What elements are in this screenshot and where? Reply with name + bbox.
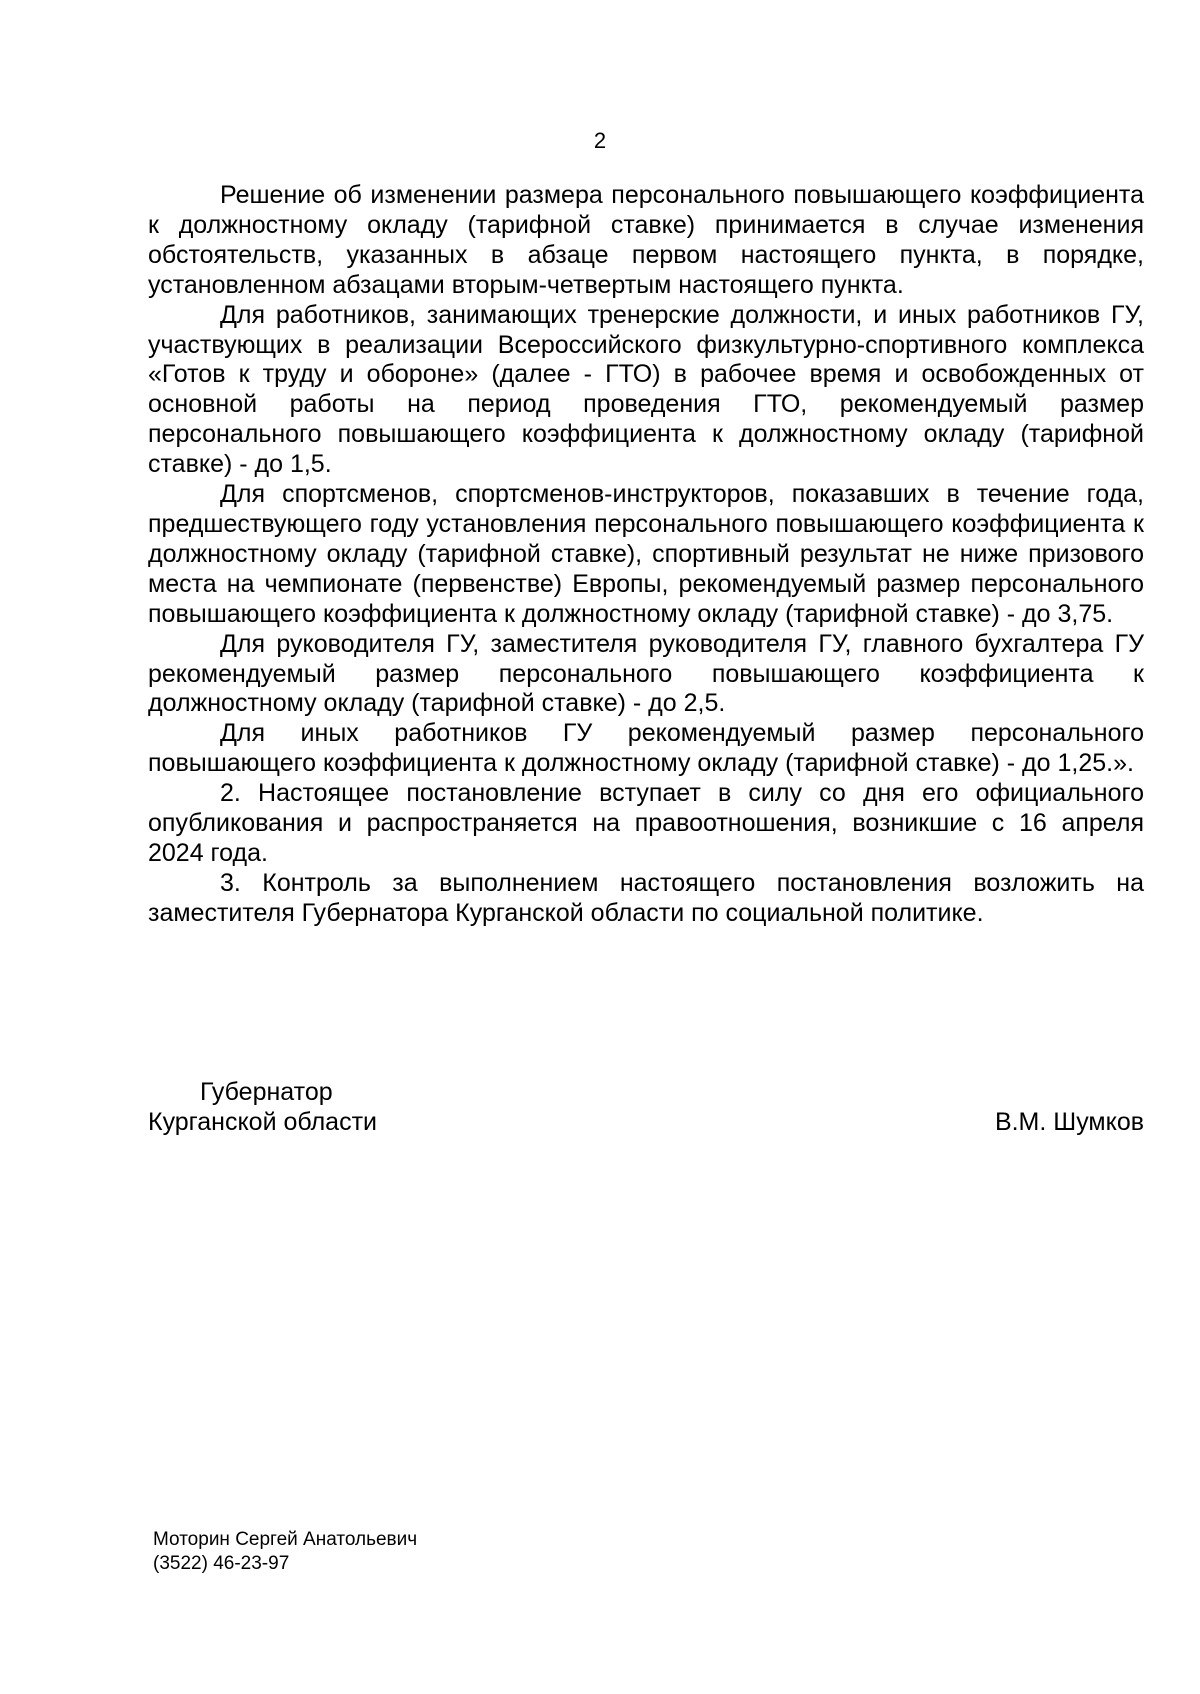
signatory-name: В.М. Шумков xyxy=(994,1108,1144,1136)
executor-name: Моторин Сергей Анатольевич xyxy=(153,1529,418,1550)
paragraph-effective-date: 2. Настоящее постановление вступает в силу со дня его официального опубликования и распространяется на правоотношения, возникшие с 16 апреля 2024 года. xyxy=(148,779,1144,867)
paragraph-other-workers: Для иных работников ГУ рекомендуемый размер персонального повышающего коэффициента к должностному окладу (тарифной ставке) - до 1,25.». xyxy=(148,719,1144,778)
executor-block xyxy=(153,1528,417,1576)
signatory-position-line1: Губернатор xyxy=(200,1078,333,1106)
paragraph-coach-gto: Для работников, занимающих тренерские должности, и иных работников ГУ, участвующих в реализации Всероссийского физкультурно-спортивного комплекса «Готов к труду и обороне» (далее - ГТО) в рабочее время и освобожденных от основной работы на период проведения ГТО, рекомендуемый размер персонального повышающего коэффициента к должностному окладу (тарифной ставке) - до 1,5. xyxy=(148,300,1144,479)
executor-phone: (3522) 46-23-97 xyxy=(153,1553,290,1574)
document-body xyxy=(148,181,1144,929)
paragraph-management: Для руководителя ГУ, заместителя руководителя ГУ, главного бухгалтера ГУ рекомендуемый размер персонального повышающего коэффициента к должностному окладу (тарифной ставке) - до 2,5. xyxy=(148,629,1144,718)
signatory-position-line2: Курганской области xyxy=(148,1108,378,1136)
paragraph-decision-change: Решение об изменении размера персонального повышающего коэффициента к должностному окладу (тарифной ставке) принимается в случае изменения обстоятельств, указанных в абзаце первом настоящего пункта, в порядке, установленном абзацами вторым-четвертым настоящего пункта. xyxy=(148,181,1144,299)
signatory-position xyxy=(148,1077,377,1137)
page-number: 2 xyxy=(593,128,607,153)
paragraph-athletes: Для спортсменов, спортсменов-инструкторов, показавших в течение года, предшествующего году установления персонального повышающего коэффициента к должностному окладу (тарифной ставке), спортивный результат не ниже призового места на чемпионате (первенстве) Европы, рекомендуемый размер персонального повышающего коэффициента к должностному окладу (тарифной ставке) - до 3,75. xyxy=(148,480,1144,628)
paragraph-control: 3. Контроль за выполнением настоящего постановления возложить на заместителя Губернатора Курганской области по социальной политике. xyxy=(148,868,1144,927)
